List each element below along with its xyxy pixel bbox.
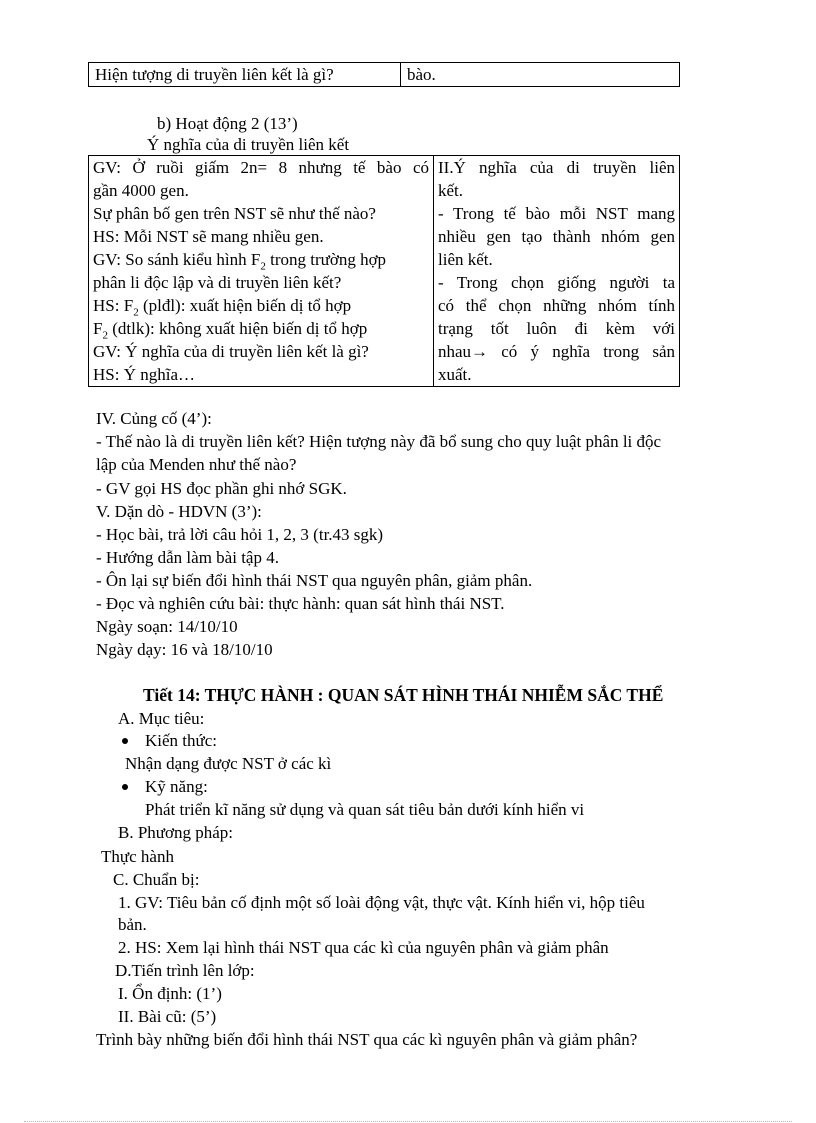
content-line: nhau→ có ý nghĩa trong sản — [438, 342, 675, 361]
activity-subheading: Ý nghĩa của di truyền liên kết — [147, 135, 350, 154]
content-line: xuất. — [438, 365, 472, 384]
body-line: - Đọc và nghiên cứu bài: thực hành: quan sát hình thái NST. — [96, 594, 505, 613]
content-line: II.Ý nghĩa của di truyền liên — [438, 158, 675, 177]
section-c1: 1. GV: Tiêu bản cố định một số loài động vật, thực vật. Kính hiển vi, hộp tiêu — [118, 893, 645, 912]
body-line: lập của Menden như thế nào? — [96, 455, 297, 474]
teacher-student-line: gần 4000 gen. — [93, 181, 189, 200]
teacher-student-line: GV: So sánh kiểu hình $F_2$ trong trường hợp — [93, 250, 387, 273]
body-line: Ngày dạy: 16 và 18/10/10 — [96, 640, 273, 659]
bullet-icon — [122, 738, 128, 744]
section-b-text: Thực hành — [101, 847, 174, 866]
content-line: liên kết. — [438, 250, 493, 269]
top-table-left-cell: Hiện tượng di truyền liên kết là gì? — [89, 63, 401, 87]
teacher-student-line: Sự phân bố gen trên NST sẽ như thế nào? — [93, 204, 376, 223]
top-table-right-cell: bào. — [401, 63, 680, 87]
bullet-icon — [122, 784, 128, 790]
content-line: - Trong tế bào mỗi NST mang — [438, 204, 675, 223]
content-line: nhiều gen tạo thành nhóm gen — [438, 227, 675, 246]
body-line: - GV gọi HS đọc phần ghi nhớ SGK. — [96, 479, 347, 498]
section-c2: 2. HS: Xem lại hình thái NST qua các kì của nguyên phân và giảm phân — [118, 938, 609, 957]
body-line: - Hướng dẫn làm bài tập 4. — [96, 548, 279, 567]
section-a: A. Mục tiêu: — [118, 709, 205, 728]
teacher-student-line: HS: Ý nghĩa… — [93, 365, 195, 384]
teacher-student-line: GV: Ý nghĩa của di truyền liên kết là gì? — [93, 342, 369, 361]
body-line: V. Dặn dò - HDVN (3’): — [96, 502, 262, 521]
teacher-student-line: $F_2$ (dtlk): không xuất hiện biến dị tổ hợp — [93, 319, 368, 342]
section-b: B. Phương pháp: — [118, 823, 234, 842]
body-line: - Thế nào là di truyền liên kết? Hiện tượng này đã bổ sung cho quy luật phân li độc — [96, 432, 662, 451]
main-table-left-cell — [89, 156, 434, 387]
skill-text: Phát triển kĩ năng sử dụng và quan sát tiêu bản dưới kính hiển vi — [145, 800, 585, 819]
top-table — [88, 62, 680, 87]
review-question: Trình bày những biến đổi hình thái NST qua các kì nguyên phân và giảm phân? — [96, 1030, 638, 1049]
lesson-title: Tiết 14: THỰC HÀNH : QUAN SÁT HÌNH THÁI NHIỄM SẮC THỂ — [143, 685, 664, 705]
section-c1-cont: bản. — [118, 915, 147, 934]
section-d: D.Tiến trình lên lớp: — [115, 961, 255, 980]
body-line: IV. Củng cố (4’): — [96, 409, 212, 428]
page-footer-divider — [24, 1121, 792, 1122]
knowledge-label: Kiến thức: — [145, 731, 218, 750]
teacher-student-line: HS: $F_2$ (plđl): xuất hiện biến dị tổ hợp — [93, 296, 352, 319]
content-line: có thể chọn những nhóm tính — [438, 296, 675, 315]
skill-label: Kỹ năng: — [145, 777, 208, 796]
content-line: kết. — [438, 181, 464, 200]
content-line: - Trong chọn giống người ta — [438, 273, 675, 292]
main-table — [88, 155, 680, 387]
knowledge-text: Nhận dạng được NST ở các kì — [125, 754, 332, 773]
teacher-student-line: HS: Mỗi NST sẽ mang nhiều gen. — [93, 227, 324, 246]
section-d2: II. Bài cũ: (5’) — [118, 1007, 217, 1026]
body-line: - Ôn lại sự biến đổi hình thái NST qua nguyên phân, giảm phân. — [96, 571, 533, 590]
content-line: trạng tốt luôn đi kèm với — [438, 319, 675, 338]
teacher-student-line: GV: Ở ruồi giấm 2n= 8 nhưng tế bào có — [93, 158, 429, 177]
teacher-student-line: phân li độc lập và di truyền liên kết? — [93, 273, 342, 292]
section-d1: I. Ổn định: (1’) — [118, 984, 222, 1003]
body-line: Ngày soạn: 14/10/10 — [96, 617, 238, 636]
main-table-right-cell — [434, 156, 680, 387]
body-line: - Học bài, trả lời câu hỏi 1, 2, 3 (tr.43 sgk) — [96, 525, 384, 544]
section-c: C. Chuẩn bị: — [113, 870, 200, 889]
activity-heading: b) Hoạt động 2 (13’) — [157, 114, 298, 133]
